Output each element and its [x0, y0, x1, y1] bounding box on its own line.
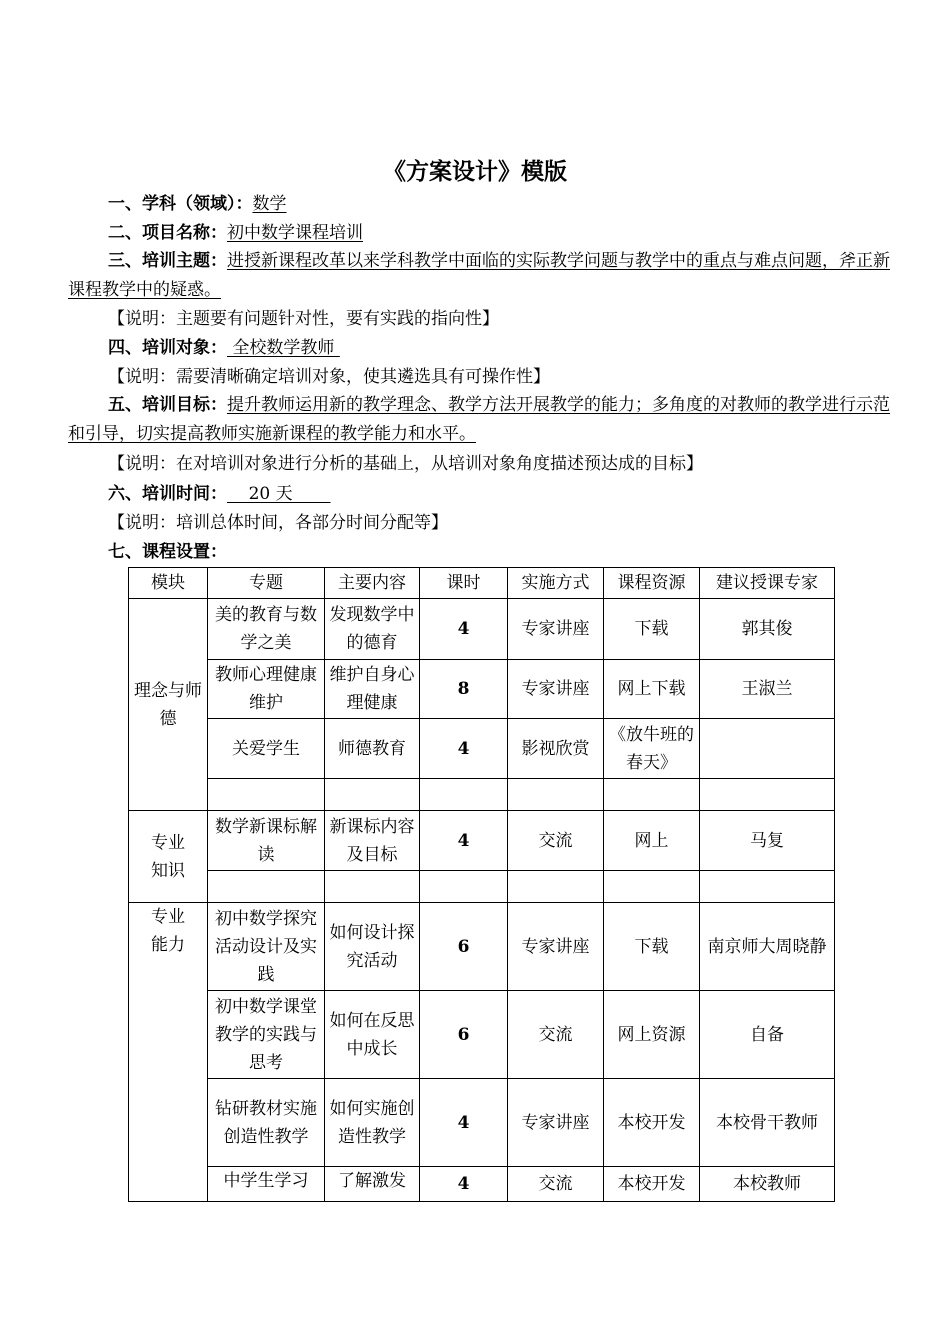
resource-cell: 网上	[604, 811, 700, 871]
topic-cell: 教师心理健康维护	[208, 660, 325, 719]
resource-cell: 《放牛班的春天》	[604, 719, 700, 779]
content-cell: 师德教育	[325, 719, 420, 779]
header-cell: 主要内容	[325, 568, 420, 599]
resource-cell: 本校开发	[604, 1079, 700, 1167]
empty-cell	[208, 779, 325, 811]
expert-cell: 郭其俊	[700, 599, 835, 660]
empty-cell	[508, 871, 604, 903]
method-cell: 交流	[508, 811, 604, 871]
method-cell: 影视欣赏	[508, 719, 604, 779]
time-note: 【说明：培训总体时间，各部分时间分配等】	[108, 513, 448, 533]
hours-cell: 8	[420, 660, 508, 719]
content-cell: 新课标内容及目标	[325, 811, 420, 871]
table-row	[129, 1167, 835, 1202]
hours-cell: 4	[420, 1167, 508, 1202]
module-cell: 专业知识	[129, 811, 208, 903]
expert-cell: 王淑兰	[700, 660, 835, 719]
project-label: 二、项目名称：	[108, 223, 227, 243]
target-note: 【说明：需要清晰确定培训对象，使其遴选具有可操作性】	[108, 367, 550, 387]
empty-cell	[208, 871, 325, 903]
target-label: 四、培训对象：	[108, 338, 227, 358]
target-line	[108, 337, 340, 359]
target-value: 全校数学教师	[227, 338, 340, 358]
resource-cell: 网上下载	[604, 660, 700, 719]
table-row	[129, 719, 835, 779]
table-row	[129, 991, 835, 1079]
table-row	[129, 599, 835, 660]
empty-cell	[604, 779, 700, 811]
empty-cell	[420, 871, 508, 903]
time-value: 20 天	[227, 484, 331, 504]
module-cell: 理念与师德	[129, 599, 208, 811]
subject-value: 数学	[252, 194, 287, 214]
subject-label: 一、学科（领域）：	[108, 194, 253, 214]
empty-cell	[325, 779, 420, 811]
module-cell: 专业能力	[129, 903, 208, 1202]
theme-label: 三、培训主题：	[108, 251, 227, 271]
topic-cell: 美的教育与数学之美	[208, 599, 325, 660]
header-cell: 建议授课专家	[700, 568, 835, 599]
empty-cell	[420, 779, 508, 811]
empty-cell	[508, 779, 604, 811]
empty-cell	[700, 779, 835, 811]
topic-cell: 初中数学课堂教学的实践与思考	[208, 991, 325, 1079]
table-row-empty	[129, 779, 835, 811]
hours-cell: 4	[420, 719, 508, 779]
project-line	[108, 222, 363, 244]
expert-cell	[700, 719, 835, 779]
theme-paragraph	[68, 247, 894, 305]
expert-cell: 自备	[700, 991, 835, 1079]
content-cell: 了解激发	[325, 1167, 420, 1202]
table-row	[129, 903, 835, 991]
course-table	[128, 567, 835, 1202]
theme-note: 【说明：主题要有问题针对性，要有实践的指向性】	[108, 309, 499, 329]
hours-cell: 4	[420, 599, 508, 660]
resource-cell: 本校开发	[604, 1167, 700, 1202]
table-header-row	[129, 568, 835, 599]
goal-label: 五、培训目标：	[108, 395, 227, 415]
table-row	[129, 1079, 835, 1167]
method-cell: 交流	[508, 991, 604, 1079]
header-cell: 实施方式	[508, 568, 604, 599]
hours-cell: 6	[420, 991, 508, 1079]
expert-cell: 本校教师	[700, 1167, 835, 1202]
topic-cell: 中学生学习	[208, 1167, 325, 1202]
expert-cell: 本校骨干教师	[700, 1079, 835, 1167]
content-cell: 发现数学中的德育	[325, 599, 420, 660]
project-value: 初中数学课程培训	[227, 223, 363, 243]
topic-cell: 钻研教材实施创造性教学	[208, 1079, 325, 1167]
empty-cell	[325, 871, 420, 903]
table-row-empty	[129, 871, 835, 903]
empty-cell	[604, 871, 700, 903]
resource-cell: 下载	[604, 903, 700, 991]
subject-line	[108, 193, 287, 215]
content-cell: 如何实施创造性教学	[325, 1079, 420, 1167]
expert-cell: 南京师大周晓静	[700, 903, 835, 991]
expert-cell: 马复	[700, 811, 835, 871]
goal-value: 提升教师运用新的教学理念、教学方法开展教学的能力；多角度的对教师的教学进行示范和引导，切实提高教师实施新课程的教学能力和水平。	[68, 395, 890, 444]
table-row	[129, 811, 835, 871]
hours-cell: 6	[420, 903, 508, 991]
header-cell: 专题	[208, 568, 325, 599]
empty-cell	[700, 871, 835, 903]
topic-cell: 数学新课标解读	[208, 811, 325, 871]
method-cell: 专家讲座	[508, 660, 604, 719]
goal-note: 【说明：在对培训对象进行分析的基础上，从培训对象角度描述预达成的目标】	[108, 454, 703, 474]
header-cell: 模块	[129, 568, 208, 599]
time-line	[108, 483, 330, 505]
method-cell: 专家讲座	[508, 1079, 604, 1167]
topic-cell: 关爱学生	[208, 719, 325, 779]
hours-cell: 4	[420, 1079, 508, 1167]
topic-cell: 初中数学探究活动设计及实践	[208, 903, 325, 991]
header-cell: 课时	[420, 568, 508, 599]
time-label: 六、培训时间：	[108, 484, 227, 504]
resource-cell: 网上资源	[604, 991, 700, 1079]
document-title: 《方案设计》模版	[383, 159, 567, 185]
resource-cell: 下载	[604, 599, 700, 660]
goal-paragraph	[68, 391, 894, 449]
method-cell: 交流	[508, 1167, 604, 1202]
theme-value: 进授新课程改革以来学科教学中面临的实际教学问题与教学中的重点与难点问题，斧正新课程教学中的疑惑。	[68, 251, 890, 300]
course-label: 七、课程设置：	[108, 542, 227, 562]
content-cell: 如何在反思中成长	[325, 991, 420, 1079]
header-cell: 课程资源	[604, 568, 700, 599]
table-row	[129, 660, 835, 719]
content-cell: 维护自身心理健康	[325, 660, 420, 719]
hours-cell: 4	[420, 811, 508, 871]
method-cell: 专家讲座	[508, 599, 604, 660]
method-cell: 专家讲座	[508, 903, 604, 991]
content-cell: 如何设计探究活动	[325, 903, 420, 991]
